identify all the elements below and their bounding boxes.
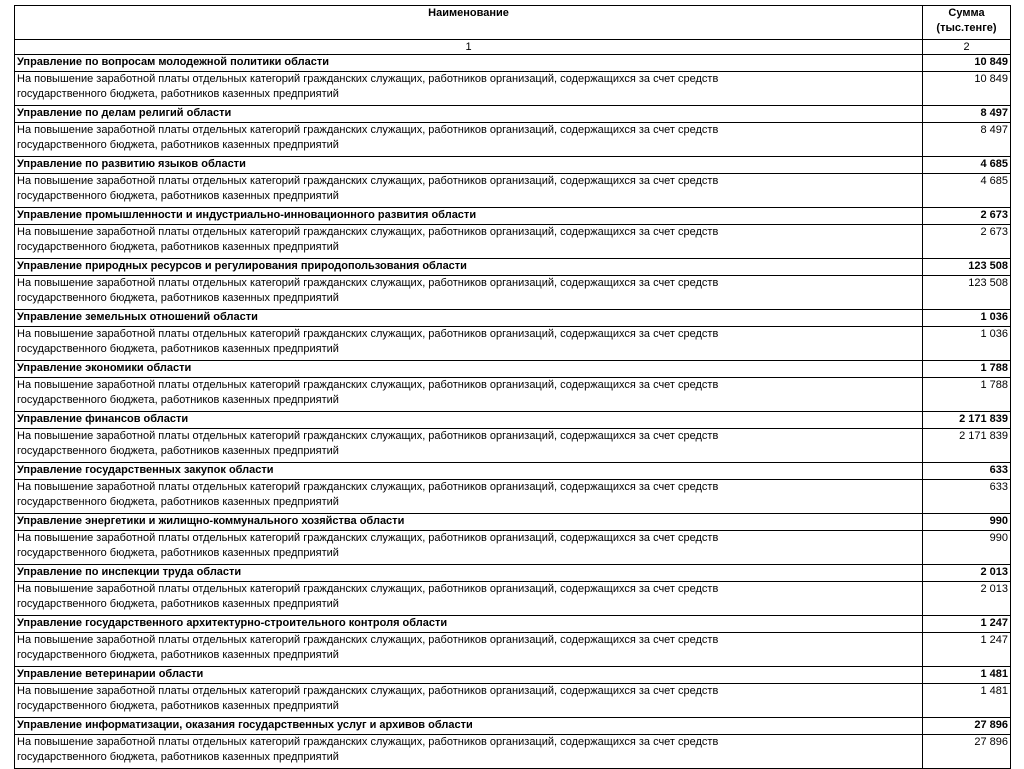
detail-text-line1: На повышение заработной платы отдельных категорий гражданских служащих, работников организаций, содержащихся за счет средств xyxy=(17,481,719,493)
detail-row xyxy=(15,72,1011,106)
org-amount: 1 036 xyxy=(923,310,1011,327)
header-sum-label-line2: (тыс.тенге) xyxy=(936,22,997,34)
org-amount: 1 481 xyxy=(923,667,1011,684)
detail-text-line2: государственного бюджета, работников казенных предприятий xyxy=(17,598,339,610)
detail-row xyxy=(15,174,1011,208)
detail-text-line1: На повышение заработной платы отдельных категорий гражданских служащих, работников организаций, содержащихся за счет средств xyxy=(17,532,719,544)
org-name: Управление по развитию языков области xyxy=(15,157,923,174)
detail-row xyxy=(15,633,1011,667)
detail-text-line2: государственного бюджета, работников казенных предприятий xyxy=(17,292,339,304)
org-name: Управление земельных отношений области xyxy=(15,310,923,327)
detail-row xyxy=(15,378,1011,412)
detail-text-line2: государственного бюджета, работников казенных предприятий xyxy=(17,445,339,457)
detail-text-line1: На повышение заработной платы отдельных категорий гражданских служащих, работников организаций, содержащихся за счет средств xyxy=(17,175,719,187)
detail-text-line1: На повышение заработной платы отдельных категорий гражданских служащих, работников организаций, содержащихся за счет средств xyxy=(17,226,719,238)
detail-text-line2: государственного бюджета, работников казенных предприятий xyxy=(17,394,339,406)
detail-amount: 4 685 xyxy=(923,174,1011,208)
detail-row xyxy=(15,123,1011,157)
detail-text-line1: На повышение заработной платы отдельных категорий гражданских служащих, работников организаций, содержащихся за счет средств xyxy=(17,430,719,442)
detail-text xyxy=(15,72,923,106)
detail-text-line2: государственного бюджета, работников казенных предприятий xyxy=(17,88,339,100)
org-row xyxy=(15,412,1011,429)
detail-text xyxy=(15,531,923,565)
org-amount: 2 673 xyxy=(923,208,1011,225)
detail-amount: 10 849 xyxy=(923,72,1011,106)
org-amount: 123 508 xyxy=(923,259,1011,276)
org-name: Управление по делам религий области xyxy=(15,106,923,123)
org-row xyxy=(15,667,1011,684)
detail-text-line1: На повышение заработной платы отдельных категорий гражданских служащих, работников организаций, содержащихся за счет средств xyxy=(17,685,719,697)
detail-text-line2: государственного бюджета, работников казенных предприятий xyxy=(17,547,339,559)
detail-text xyxy=(15,174,923,208)
column-number-row xyxy=(15,40,1011,55)
org-row xyxy=(15,565,1011,582)
header-sum xyxy=(923,6,1011,40)
org-row xyxy=(15,616,1011,633)
column-number-2: 2 xyxy=(923,40,1011,55)
detail-text xyxy=(15,429,923,463)
detail-text-line2: государственного бюджета, работников казенных предприятий xyxy=(17,139,339,151)
detail-row xyxy=(15,684,1011,718)
org-name: Управление природных ресурсов и регулирования природопользования области xyxy=(15,259,923,276)
table-header-row xyxy=(15,6,1011,40)
detail-text xyxy=(15,276,923,310)
detail-text-line1: На повышение заработной платы отдельных категорий гражданских служащих, работников организаций, содержащихся за счет средств xyxy=(17,634,719,646)
org-row xyxy=(15,157,1011,174)
org-row xyxy=(15,55,1011,72)
org-name: Управление государственного архитектурно-строительного контроля области xyxy=(15,616,923,633)
org-name: Управление промышленности и индустриально-инновационного развития области xyxy=(15,208,923,225)
detail-text-line1: На повышение заработной платы отдельных категорий гражданских служащих, работников организаций, содержащихся за счет средств xyxy=(17,124,719,136)
detail-text-line1: На повышение заработной платы отдельных категорий гражданских служащих, работников организаций, содержащихся за счет средств xyxy=(17,277,719,289)
detail-row xyxy=(15,582,1011,616)
detail-text-line1: На повышение заработной платы отдельных категорий гражданских служащих, работников организаций, содержащихся за счет средств xyxy=(17,736,719,748)
detail-row xyxy=(15,276,1011,310)
org-amount: 27 896 xyxy=(923,718,1011,735)
detail-row xyxy=(15,327,1011,361)
org-row xyxy=(15,259,1011,276)
header-name-label: Наименование xyxy=(428,7,509,19)
detail-amount: 1 481 xyxy=(923,684,1011,718)
org-name: Управление ветеринарии области xyxy=(15,667,923,684)
org-row xyxy=(15,310,1011,327)
detail-amount: 990 xyxy=(923,531,1011,565)
detail-row xyxy=(15,225,1011,259)
detail-row xyxy=(15,735,1011,769)
org-amount: 4 685 xyxy=(923,157,1011,174)
org-row xyxy=(15,361,1011,378)
detail-text xyxy=(15,480,923,514)
org-name: Управление экономики области xyxy=(15,361,923,378)
org-name: Управление по вопросам молодежной политики области xyxy=(15,55,923,72)
detail-text xyxy=(15,327,923,361)
org-name: Управление финансов области xyxy=(15,412,923,429)
org-name: Управление по инспекции труда области xyxy=(15,565,923,582)
org-row xyxy=(15,718,1011,735)
detail-amount: 123 508 xyxy=(923,276,1011,310)
detail-text xyxy=(15,735,923,769)
detail-amount: 1 247 xyxy=(923,633,1011,667)
detail-text xyxy=(15,225,923,259)
detail-text xyxy=(15,582,923,616)
detail-text xyxy=(15,633,923,667)
detail-text-line2: государственного бюджета, работников казенных предприятий xyxy=(17,700,339,712)
detail-text xyxy=(15,123,923,157)
detail-amount: 2 171 839 xyxy=(923,429,1011,463)
org-row xyxy=(15,208,1011,225)
org-amount: 1 247 xyxy=(923,616,1011,633)
detail-text-line2: государственного бюджета, работников казенных предприятий xyxy=(17,649,339,661)
org-amount: 8 497 xyxy=(923,106,1011,123)
column-number-1: 1 xyxy=(15,40,923,55)
org-row xyxy=(15,106,1011,123)
org-name: Управление государственных закупок области xyxy=(15,463,923,480)
detail-text xyxy=(15,684,923,718)
detail-amount: 27 896 xyxy=(923,735,1011,769)
org-amount: 990 xyxy=(923,514,1011,531)
org-amount: 633 xyxy=(923,463,1011,480)
detail-amount: 1 036 xyxy=(923,327,1011,361)
detail-amount: 633 xyxy=(923,480,1011,514)
detail-text-line2: государственного бюджета, работников казенных предприятий xyxy=(17,241,339,253)
org-name: Управление информатизации, оказания государственных услуг и архивов области xyxy=(15,718,923,735)
detail-text-line1: На повышение заработной платы отдельных категорий гражданских служащих, работников организаций, содержащихся за счет средств xyxy=(17,328,719,340)
org-amount: 10 849 xyxy=(923,55,1011,72)
detail-text xyxy=(15,378,923,412)
detail-row xyxy=(15,531,1011,565)
org-row xyxy=(15,463,1011,480)
detail-row xyxy=(15,429,1011,463)
detail-text-line1: На повышение заработной платы отдельных категорий гражданских служащих, работников организаций, содержащихся за счет средств xyxy=(17,73,719,85)
detail-text-line2: государственного бюджета, работников казенных предприятий xyxy=(17,190,339,202)
header-name xyxy=(15,6,923,40)
org-amount: 1 788 xyxy=(923,361,1011,378)
detail-text-line2: государственного бюджета, работников казенных предприятий xyxy=(17,343,339,355)
detail-text-line1: На повышение заработной платы отдельных категорий гражданских служащих, работников организаций, содержащихся за счет средств xyxy=(17,583,719,595)
budget-table xyxy=(14,5,1011,769)
detail-row xyxy=(15,480,1011,514)
detail-text-line2: государственного бюджета, работников казенных предприятий xyxy=(17,751,339,763)
detail-amount: 1 788 xyxy=(923,378,1011,412)
org-name: Управление энергетики и жилищно-коммунального хозяйства области xyxy=(15,514,923,531)
org-amount: 2 171 839 xyxy=(923,412,1011,429)
detail-amount: 2 673 xyxy=(923,225,1011,259)
header-sum-label-line1: Сумма xyxy=(948,7,985,19)
detail-text-line2: государственного бюджета, работников казенных предприятий xyxy=(17,496,339,508)
table-body xyxy=(15,55,1011,769)
detail-amount: 8 497 xyxy=(923,123,1011,157)
org-row xyxy=(15,514,1011,531)
detail-text-line1: На повышение заработной платы отдельных категорий гражданских служащих, работников организаций, содержащихся за счет средств xyxy=(17,379,719,391)
org-amount: 2 013 xyxy=(923,565,1011,582)
detail-amount: 2 013 xyxy=(923,582,1011,616)
